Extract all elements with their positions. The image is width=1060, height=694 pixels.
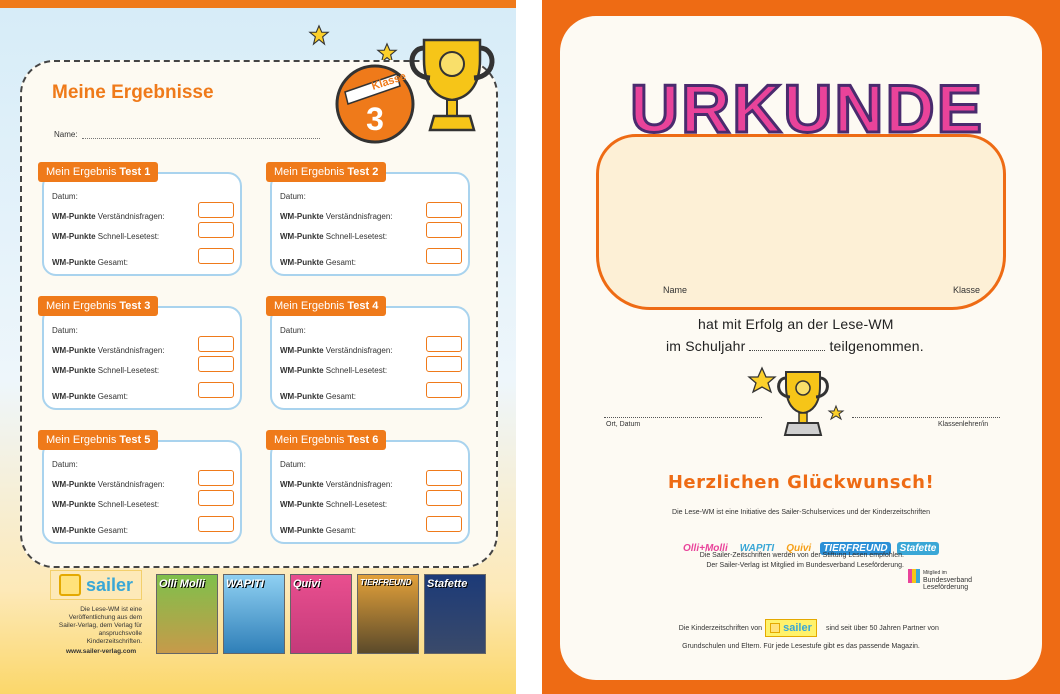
certificate-title (612, 66, 1002, 150)
bundesverband-line-2: Leseförderung (923, 584, 969, 591)
certificate-card (560, 16, 1042, 680)
test-header-label: Test 4 (347, 300, 379, 312)
teacher-label: Klassenlehrer/in (938, 421, 989, 428)
magazine-cover-wapiti (223, 574, 285, 654)
wm-label: WM-Punkte (52, 392, 96, 401)
participation-line-1: hat mit Erfolg an der Lese-WM (698, 316, 894, 332)
total-input[interactable] (198, 248, 234, 264)
total-label: Gesamt: (95, 526, 129, 535)
class-label: Klasse (953, 285, 981, 295)
certificate-title-text: URKUNDE (630, 71, 984, 147)
wm-label: WM-Punkte (280, 232, 324, 241)
sailer-mark-icon (59, 574, 81, 596)
points-comprehension-label (280, 346, 393, 355)
total-label: Gesamt: (95, 392, 129, 401)
points-speed-label (52, 366, 159, 375)
wm-label: WM-Punkte (280, 346, 324, 355)
place-date-field[interactable] (604, 417, 762, 418)
test-header-label: Test 3 (119, 300, 151, 312)
magazine-cover-quivi (290, 574, 352, 654)
wm-label: WM-Punkte (280, 392, 324, 401)
points-comprehension-label (52, 480, 165, 489)
speed-input[interactable] (426, 490, 462, 506)
page-title: Meine Ergebnisse (52, 82, 214, 103)
test-header-prefix: Mein Ergebnis (46, 434, 120, 446)
test-header-prefix: Mein Ergebnis (274, 434, 348, 446)
speed-input[interactable] (198, 356, 234, 372)
total-input[interactable] (426, 248, 462, 264)
points-speed-label (52, 232, 159, 241)
speed-label: Schnell-Lesetest: (95, 366, 160, 375)
comprehension-label: Verständnisfragen: (323, 480, 393, 489)
comprehension-input[interactable] (426, 470, 462, 486)
test-header-label: Test 5 (119, 434, 151, 446)
speed-input[interactable] (198, 490, 234, 506)
points-comprehension-label (280, 480, 393, 489)
teacher-field[interactable] (852, 417, 1000, 418)
test-box-5 (42, 434, 242, 544)
partner-text-b: sind seit über 50 Jahren Partner von (826, 625, 939, 632)
wm-label: WM-Punkte (52, 480, 96, 489)
points-total-label (52, 258, 128, 267)
comprehension-label: Verständnisfragen: (323, 212, 393, 221)
top-bar (0, 0, 516, 8)
name-box[interactable] (596, 134, 1006, 310)
test-box-1 (42, 166, 242, 276)
wm-label: WM-Punkte (280, 212, 324, 221)
magazine-title: Quivi (293, 578, 321, 590)
wm-label: WM-Punkte (52, 366, 96, 375)
speed-label: Schnell-Lesetest: (95, 232, 160, 241)
points-total-label (52, 392, 128, 401)
magazine-cover-olli-molli (156, 574, 218, 654)
class-label: Klasse (370, 70, 408, 93)
wm-label: WM-Punkte (52, 346, 96, 355)
wm-label: WM-Punkte (280, 500, 324, 509)
comprehension-label: Verständnisfragen: (323, 346, 393, 355)
test-box-2 (270, 166, 470, 276)
comprehension-input[interactable] (198, 336, 234, 352)
test-header (266, 430, 386, 450)
class-number: 3 (366, 101, 384, 137)
comprehension-label: Verständnisfragen: (95, 346, 165, 355)
date-label: Datum: (52, 326, 78, 335)
comprehension-label: Verständnisfragen: (95, 212, 165, 221)
speed-input[interactable] (426, 356, 462, 372)
test-header-prefix: Mein Ergebnis (46, 166, 120, 178)
date-label: Datum: (52, 192, 78, 201)
test-box-3 (42, 300, 242, 410)
brand-wapiti: WAPITI (739, 543, 775, 554)
place-date-label: Ort, Datum (606, 421, 641, 428)
name-row (54, 130, 320, 139)
comprehension-input[interactable] (426, 202, 462, 218)
school-year-field[interactable] (749, 350, 825, 351)
test-header-prefix: Mein Ergebnis (274, 166, 348, 178)
brand-olli-molli: Olli+Molli (683, 543, 728, 554)
partner-text-c: Grundschulen und Eltern. Für jede Lesestufe gibt es das passende Magazin. (682, 643, 920, 650)
points-comprehension-label (280, 212, 393, 221)
speed-input[interactable] (426, 222, 462, 238)
test-header-label: Test 2 (347, 166, 379, 178)
sailer-logo-text: sailer (85, 574, 134, 595)
publisher-url[interactable]: www.sailer-verlag.com (66, 648, 137, 655)
participated-label: teilgenommen. (829, 338, 924, 354)
sailer-mark-icon (770, 623, 780, 633)
magazine-title: WAPITI (226, 578, 264, 590)
test-header-prefix: Mein Ergebnis (46, 300, 120, 312)
total-input[interactable] (198, 382, 234, 398)
speed-label: Schnell-Lesetest: (323, 500, 388, 509)
bundesverband-icon (908, 569, 920, 583)
total-label: Gesamt: (323, 526, 357, 535)
wm-label: WM-Punkte (280, 258, 324, 267)
test-header-prefix: Mein Ergebnis (274, 300, 348, 312)
speed-label: Schnell-Lesetest: (323, 232, 388, 241)
class-badge (335, 58, 435, 144)
date-label: Datum: (52, 460, 78, 469)
points-speed-label (280, 500, 387, 509)
date-label: Datum: (280, 326, 306, 335)
test-header (38, 296, 158, 316)
points-total-label (52, 526, 128, 535)
points-comprehension-label (52, 212, 165, 221)
wm-label: WM-Punkte (52, 500, 96, 509)
comprehension-label: Verständnisfragen: (95, 480, 165, 489)
test-header (266, 296, 386, 316)
congratulations-heading: Herzlichen Glückwunsch! (667, 472, 935, 493)
magazine-cover-tierfreund (357, 574, 419, 654)
certificate-page (542, 0, 1060, 694)
initiative-text: Die Lese-WM ist eine Initiative des Sailer-Schulservices und der Kinderzeitschriften (672, 509, 930, 516)
partner-text-a: Die Kinderzeitschriften von (678, 625, 762, 632)
test-box-4 (270, 300, 470, 410)
publisher-note: Die Lese-WM ist eine Veröffentlichung aus dem Sailer-Verlag, dem Verlag für anspruchsvolle Kinderzeitschriften. (58, 606, 142, 645)
recommend-line-2: Der Sailer-Verlag ist Mitglied im Bundesverband Leseförderung. (706, 562, 904, 569)
comprehension-input[interactable] (426, 336, 462, 352)
test-header (38, 162, 158, 182)
magazine-title: Olli Molli (159, 578, 205, 590)
total-input[interactable] (426, 516, 462, 532)
points-comprehension-label (52, 346, 165, 355)
magazine-cover-stafette (424, 574, 486, 654)
test-header-label: Test 1 (119, 166, 151, 178)
total-input[interactable] (426, 382, 462, 398)
total-label: Gesamt: (323, 392, 357, 401)
comprehension-input[interactable] (198, 202, 234, 218)
points-total-label (280, 258, 356, 267)
test-header-label: Test 6 (347, 434, 379, 446)
wm-label: WM-Punkte (52, 232, 96, 241)
points-speed-label (280, 366, 387, 375)
wm-label: WM-Punkte (52, 212, 96, 221)
sailer-logo (50, 570, 142, 600)
date-label: Datum: (280, 192, 306, 201)
total-input[interactable] (198, 516, 234, 532)
points-speed-label (280, 232, 387, 241)
points-total-label (280, 392, 356, 401)
name-label: Name (663, 285, 688, 295)
wm-label: WM-Punkte (52, 526, 96, 535)
bundesverband-line-1: Bundesverband (923, 577, 973, 584)
star-icon (308, 24, 330, 46)
sailer-logo (765, 619, 817, 637)
name-label: Name: (54, 130, 78, 139)
comprehension-input[interactable] (198, 470, 234, 486)
test-header (266, 162, 386, 182)
results-page (0, 0, 516, 694)
test-box-6 (270, 434, 470, 544)
bundesverband-logo (908, 569, 972, 591)
speed-label: Schnell-Lesetest: (323, 366, 388, 375)
points-total-label (280, 526, 356, 535)
trophy-icon (744, 362, 854, 448)
date-label: Datum: (280, 460, 306, 469)
points-speed-label (52, 500, 159, 509)
participation-line-2 (666, 338, 924, 354)
speed-label: Schnell-Lesetest: (95, 500, 160, 509)
wm-label: WM-Punkte (52, 258, 96, 267)
brand-tierfreund: TIERFREUND (820, 542, 890, 555)
recommend-line-1: Die Sailer-Zeitschriften werden von der Stiftung Lesen empfohlen. (699, 552, 904, 559)
wm-label: WM-Punkte (280, 526, 324, 535)
sailer-logo-text: sailer (783, 622, 812, 634)
speed-input[interactable] (198, 222, 234, 238)
wm-label: WM-Punkte (280, 480, 324, 489)
total-label: Gesamt: (95, 258, 129, 267)
total-label: Gesamt: (323, 258, 357, 267)
test-header (38, 430, 158, 450)
brand-stafette: Stafette (897, 542, 940, 555)
brand-quivi: Quivi (786, 543, 812, 554)
name-field[interactable] (82, 138, 320, 139)
school-year-label: im Schuljahr (666, 338, 746, 354)
bundesverband-small: Mitglied im (923, 570, 947, 576)
wm-label: WM-Punkte (280, 366, 324, 375)
magazine-title: Stafette (427, 578, 468, 590)
magazine-title: TIERFREUND (360, 578, 412, 587)
